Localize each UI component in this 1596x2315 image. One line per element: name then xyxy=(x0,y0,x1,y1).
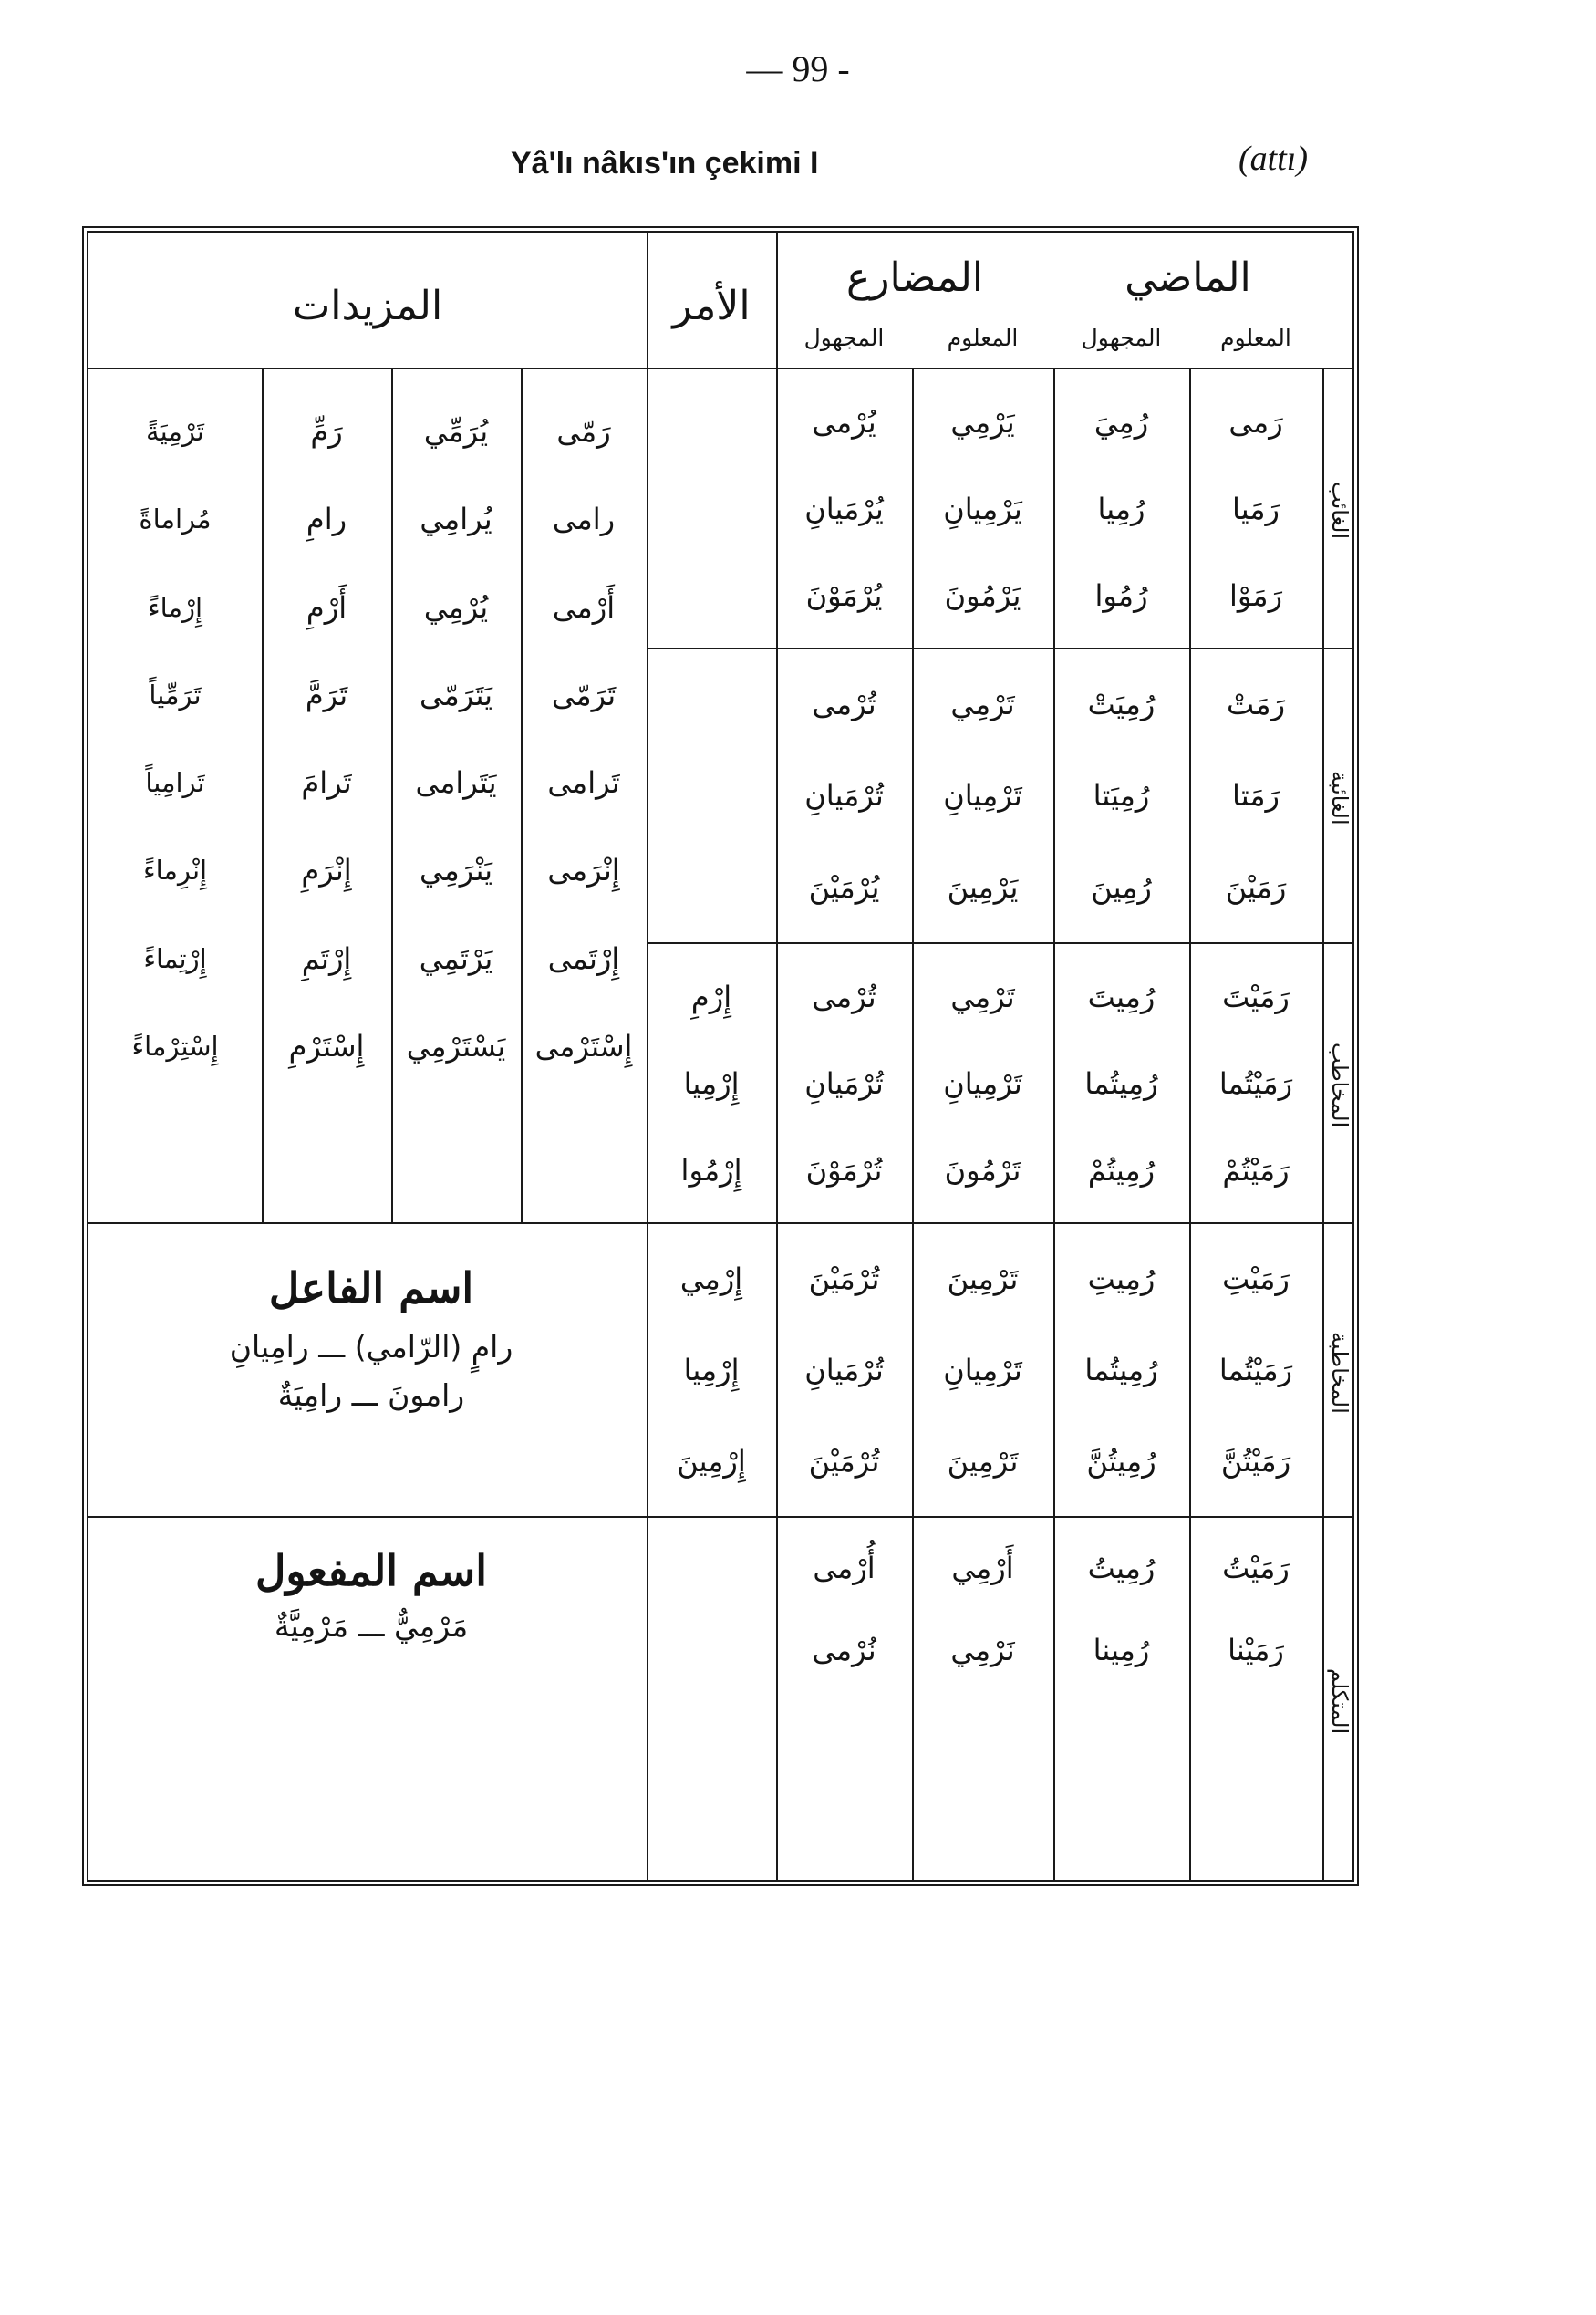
mazi-majhool-mukhatab: رُمِيتَ رُمِيتُما رُمِيتُمْ xyxy=(1084,979,1158,1188)
header-mazidat: المزيدات xyxy=(292,282,443,329)
mudari-majhool-mukhataba: تُرْمَيْنَ تُرْمَيانِ تُرْمَيْنَ xyxy=(804,1261,884,1479)
ism-maful-title: اسم المفعول xyxy=(255,1546,487,1595)
mudari-majhool-ghaib: يُرْمى يُرْمَيانِ يُرْمَوْنَ xyxy=(804,404,884,613)
header-amr: الأمر xyxy=(672,282,751,329)
page-title: Yâ'lı nâkıs'ın çekimi I xyxy=(511,146,819,181)
ism-fail-line2: رامونَ ـــ رامِيَةٌ xyxy=(277,1377,465,1413)
mazi-maloom-mukhatab: رَمَيْتَ رَمَيْتُما رَمَيْتُمْ xyxy=(1218,979,1293,1188)
mudari-majhool-mutakallim: أُرْمى نُرْمى xyxy=(812,1551,876,1667)
side-label-mukhatab: المخاطب xyxy=(1327,1043,1352,1128)
header-mazi: الماضي xyxy=(1124,254,1251,301)
side-label-ghaib: الغائب xyxy=(1327,482,1352,540)
conjugation-table xyxy=(82,226,1359,1886)
page-number: — 99 - xyxy=(746,48,850,89)
header-mudari-majhool: المجهول xyxy=(803,324,885,351)
mudari-majhool-ghaiba: تُرْمى تُرْمَيانِ يُرْمَيْنَ xyxy=(804,687,884,905)
mudari-maloom-mukhatab: تَرْمِي تَرْمِيانِ تَرْمُونَ xyxy=(943,979,1022,1188)
mazidat-amr-column: رَمِّ رامِ أَرْمِ تَرَمَّ تَرامَ إِنْرَمِ إِرْتَمِ إِسْتَرْمِ xyxy=(288,414,365,1064)
header-mudari-maloom: المعلوم xyxy=(947,324,1019,351)
mazi-maloom-ghaiba: رَمَتْ رَمَتا رَمَيْنَ xyxy=(1225,687,1287,905)
side-label-mutakallim: المتكلم xyxy=(1327,1667,1352,1735)
mazidat-masdar-column: تَرْمِيَةً مُراماةً إِرْماءً تَرَمِّياً تَرامِياً إِنْرِماءً إِرْتِماءً إِسْتِرْماءً xyxy=(131,416,219,1062)
mudari-majhool-mukhatab: تُرْمى تُرْمَيانِ تُرْمَوْنَ xyxy=(804,979,884,1188)
mudari-maloom-ghaiba: تَرْمِي تَرْمِيانِ يَرْمِينَ xyxy=(943,687,1022,905)
ism-fail-block xyxy=(125,1263,617,1482)
ism-fail-title: اسم الفاعل xyxy=(268,1263,474,1313)
ism-maful-block xyxy=(125,1546,617,1710)
header-mazi-majhool: المجهول xyxy=(1081,324,1162,351)
side-label-ghaiba: الغائبة xyxy=(1327,770,1352,825)
page-note: (attı) xyxy=(1238,140,1308,178)
ism-maful-line1: مَرْمِيٌّ ـــ مَرْمِيَّةٌ xyxy=(274,1608,469,1644)
column-line xyxy=(1322,368,1324,1880)
mudari-maloom-mutakallim: أَرْمِي نَرْمِي xyxy=(950,1551,1015,1667)
side-label-mukhataba: المخاطبة xyxy=(1327,1331,1352,1414)
mazi-maloom-ghaib: رَمى رَمَيا رَمَوْا xyxy=(1228,404,1283,613)
ism-fail-line1: رامٍ (الرّامي) ـــ رامِيانِ xyxy=(229,1329,513,1365)
amr-mukhatab: إِرْمِ إِرْمِيا إِرْمُوا xyxy=(680,979,742,1188)
amr-mukhataba: إِرْمِي إِرْمِيا إِرْمِينَ xyxy=(677,1261,746,1479)
mazi-maloom-mutakallim: رَمَيْتُ رَمَيْنا xyxy=(1222,1551,1290,1667)
mudari-maloom-mukhataba: تَرْمِينَ تَرْمِيانِ تَرْمِينَ xyxy=(943,1261,1022,1479)
header-mudari: المضارع xyxy=(845,254,984,301)
mazi-majhool-ghaib: رُمِيَ رُمِيا رُمُوا xyxy=(1093,404,1149,613)
mazidat-present-column: يُرَمِّي يُرامِي يُرْمِي يَتَرَمّى يَتَرامى يَنْرَمِي يَرْتَمِي يَسْتَرْمِي xyxy=(406,414,506,1064)
mazi-majhool-mukhataba: رُمِيتِ رُمِيتُما رُمِيتُنَّ xyxy=(1084,1261,1158,1479)
mazidat-past-column: رَمّى رامى أَرْمى تَرَمّى تَرامى إِنْرَمى إِرْتَمى إِسْتَرْمى xyxy=(534,414,633,1064)
header-mazi-maloom: المعلوم xyxy=(1220,324,1291,351)
mazi-maloom-mukhataba: رَمَيْتِ رَمَيْتُما رَمَيْتُنَّ xyxy=(1218,1261,1293,1479)
mudari-maloom-ghaib: يَرْمِي يَرْمِيانِ يَرْمُونَ xyxy=(943,404,1022,613)
mazi-majhool-mutakallim: رُمِيتُ رُمِينا xyxy=(1087,1551,1156,1667)
mazi-majhool-ghaiba: رُمِيَتْ رُمِيَتا رُمِينَ xyxy=(1087,687,1156,905)
